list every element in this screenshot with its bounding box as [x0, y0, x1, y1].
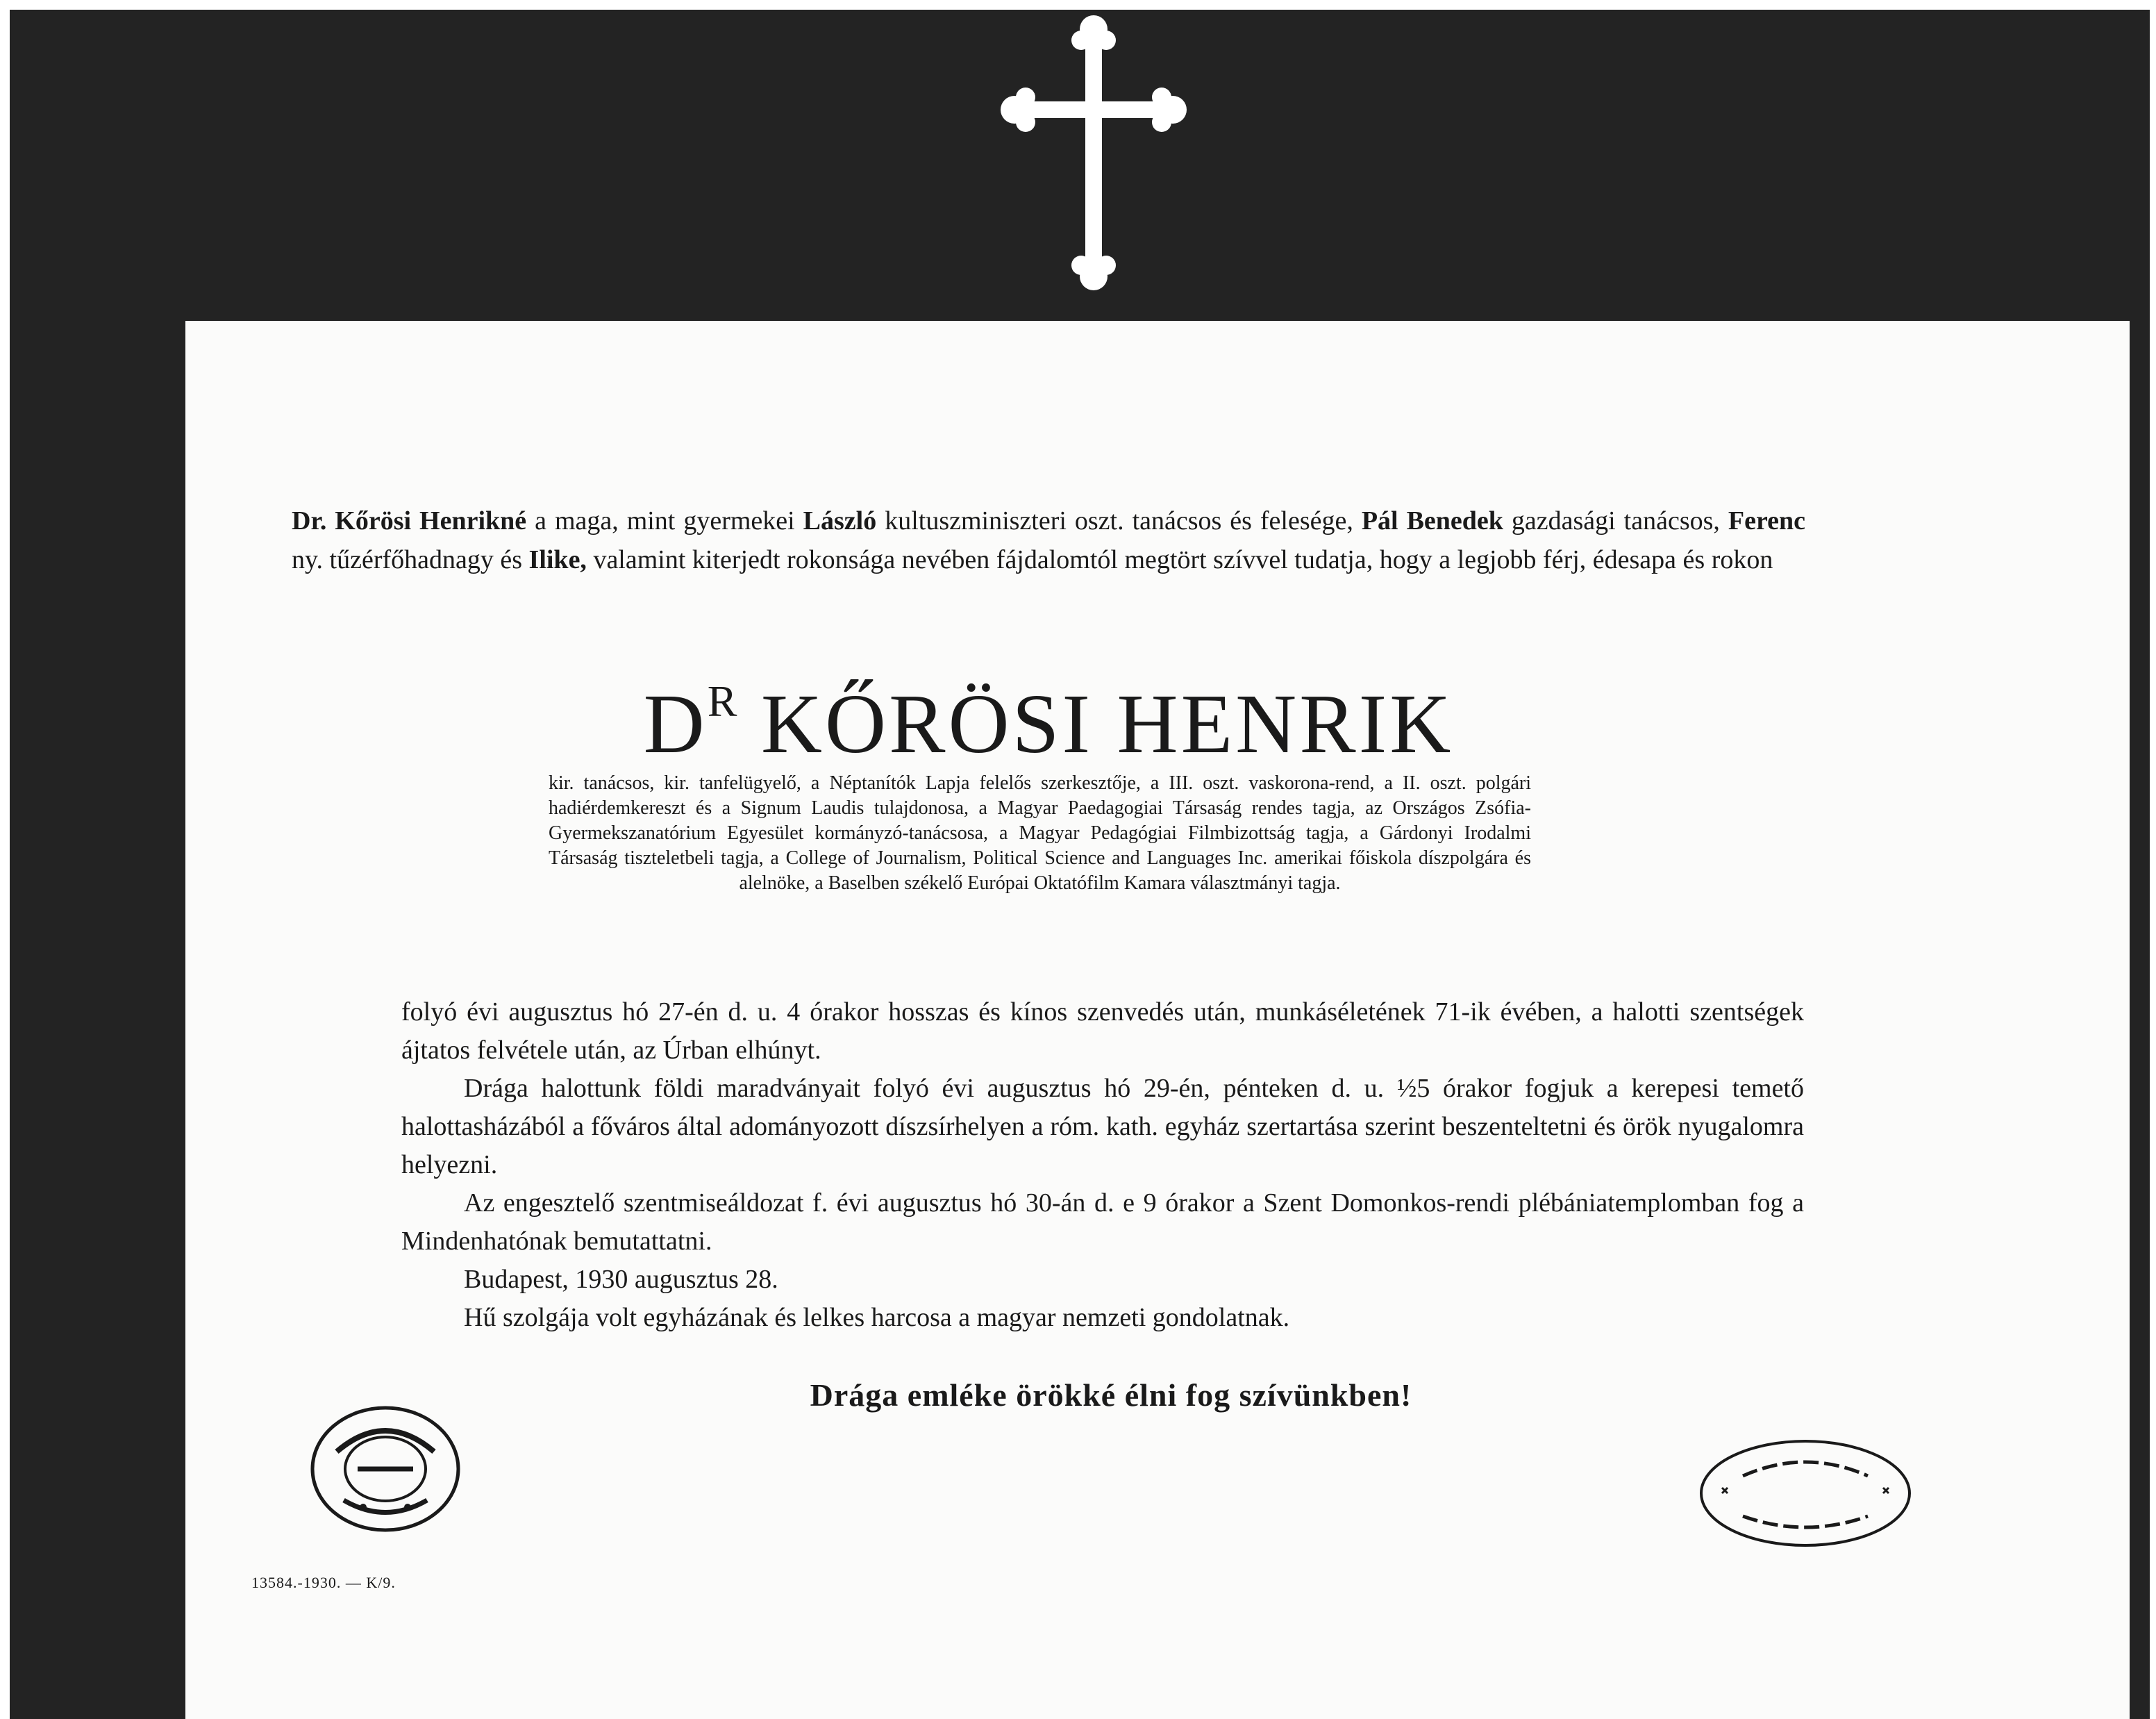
- deceased-name: KŐRÖSI HENRIK: [760, 677, 1454, 771]
- son-name-ferenc: Ferenc: [1728, 506, 1805, 535]
- intro-text: kultuszminiszteri oszt. tanácsos és felesége,: [876, 506, 1362, 535]
- poster-collection-stamp: [1694, 1434, 1916, 1552]
- intro-paragraph: [292, 501, 1805, 579]
- son-in-law-name: Pál Benedek: [1361, 506, 1503, 535]
- deceased-name-heading: [292, 653, 1805, 773]
- intro-text: valamint kiterjedt rokonsága nevében fájdalomtól megtört szívvel tudatja, hogy a legjobb férj, édesapa és rokon: [586, 545, 1773, 574]
- closing-line: Drága emléke örökké élni fog szívünkben!: [810, 1377, 1412, 1413]
- library-stamp: [302, 1403, 469, 1535]
- intro-text: a maga, mint gyermekei: [526, 506, 803, 535]
- title-prefix: D: [643, 677, 708, 771]
- print-reference-number: 13584.-1930. — K/9.: [251, 1574, 396, 1591]
- son-name-laszlo: László: [803, 506, 877, 535]
- cross-icon: [989, 4, 1198, 296]
- mass-details: Az engesztelő szentmiseáldozat f. évi augusztus hó 30-án d. e 9 órakor a Szent Domonkos-rendi plébániatemplomban fog a Mindenhatónak bemutattatni.: [401, 1188, 1804, 1256]
- tribute-line: Hű szolgája volt egyházának és lelkes harcosa a magyar nemzeti gondolatnak.: [464, 1303, 1290, 1332]
- funeral-details: Drága halottunk földi maradványait folyó évi augusztus hó 29-én, pénteken d. u. ½5 órakor fogjuk a kerepesi temető halottasházából a főváros által adományozott díszsírhelyen a róm. kath. egyház szertartása szerint beszenteltetni és örök nyugalomra helyezni.: [401, 1074, 1804, 1179]
- intro-text: ny. tűzérfőhadnagy és: [292, 545, 529, 574]
- widow-name: Dr. Kőrösi Henrikné: [292, 506, 527, 535]
- place-and-date: Budapest, 1930 augusztus 28.: [464, 1265, 778, 1294]
- notice-body: [401, 993, 1804, 1337]
- intro-text: gazdasági tanácsos,: [1503, 506, 1728, 535]
- deceased-titles: kir. tanácsos, kir. tanfelügyelő, a Néptanítók Lapja felelős szerkesztője, a III. oszt. vaskorona-rend, a II. oszt. polgári hadiérdemkereszt és a Signum Laudis tulajdonosa, a Magyar Paedagogiai Társaság rendes tagja, az Országos Zsófia-Gyermekszanatórium Egyesület kormányzó-tanácsosa, a Magyar Pedagógiai Filmbizottság tagja, a Gárdonyi Irodalmi Társaság tiszteletbeli tagja, a College of Journalism, Political Science and Languages Inc. amerikai főiskola díszpolgára és alelnöke, a Baselben székelő Európai Oktatófilm Kamara választmányi tagja.: [549, 772, 1531, 894]
- daughter-name: Ilike,: [528, 545, 587, 574]
- title-prefix-superscript: R: [707, 676, 737, 726]
- death-announcement: folyó évi augusztus hó 27-én d. u. 4 órakor hosszas és kínos szenvedés után, munkáséletének 71-ik évében, a halotti szentségek ájtatos felvétele után, az Úrban elhúnyt.: [401, 997, 1804, 1065]
